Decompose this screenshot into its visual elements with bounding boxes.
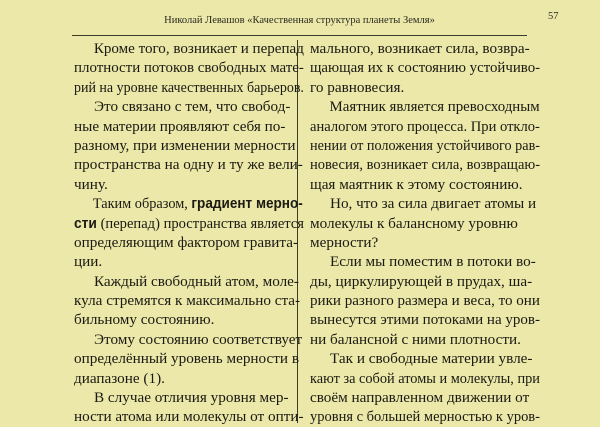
text-line: В случае отличия уровня мер- (94, 389, 289, 407)
text-line: Так и свободные материи увле- (330, 350, 533, 368)
text-segment: Таким образом, (92, 195, 188, 213)
text-line: ции. (74, 253, 103, 271)
header-rule (72, 35, 527, 36)
text-line: щающая их к состоянию устойчиво- (310, 59, 541, 77)
text-line: чину. (74, 175, 108, 193)
left-column (74, 39, 304, 427)
text-line: нении от положения устойчивого рав- (310, 136, 541, 154)
text-line: Если мы поместим в потоки во- (330, 253, 536, 271)
text-line: кула стремятся к максимально ста- (74, 292, 301, 310)
text-line: ды, циркулирующей в прудах, ша- (310, 272, 533, 290)
text-line: Кроме того, возникает и перепад (93, 40, 304, 57)
text-line: молекулы к балансному уровню (310, 214, 518, 232)
text-line: Маятник является превосходным (329, 98, 540, 116)
text-line: Этому состоянию соответствует (94, 330, 303, 348)
text-line: ни балансной с ними плотности. (310, 330, 521, 348)
text-line: новесия, возникает сила, возвращаю- (310, 156, 541, 174)
text-line: мерности? (310, 233, 379, 251)
header-title: Николай Левашов «Качественная структура планеты Земля» (164, 14, 435, 26)
text-line: диапазоне (1). (74, 369, 165, 387)
text-segment: (перепад) пространства является (100, 214, 305, 232)
running-header (72, 5, 527, 35)
text-line: ные материи проявляют себя по- (74, 117, 286, 135)
text-line: Каждый свободный атом, моле- (94, 272, 299, 290)
text-line: ности атома или молекулы от опти- (74, 408, 304, 426)
text-line: аналогом этого процесса. При откло- (310, 117, 540, 135)
text-line: Это связано с тем, что свобод- (94, 98, 291, 116)
right-column (310, 39, 540, 427)
text-line: рики разного размера и веса, то они (310, 292, 540, 310)
text-line: определённый уровень мерности в (74, 350, 300, 368)
emphasized-term: градиент мерно- (191, 196, 303, 213)
text-line: кают за собой атомы и молекулы, при (310, 369, 540, 387)
text-line: определяющим фактором гравита- (74, 233, 299, 251)
text-line: пространства на одну и ту же вели- (74, 156, 303, 174)
text-line: щая маятник к этому состоянию. (310, 175, 523, 193)
text-line: своём направленном движении от (310, 389, 530, 407)
text-line (74, 194, 303, 213)
text-line: го равновесия. (310, 78, 405, 96)
text-line: бильному состоянию. (74, 311, 215, 329)
text-line: вынесутся этими потоками на уров- (310, 311, 541, 329)
text-line: мального, возникает сила, возвра- (310, 40, 530, 57)
text-line: уровня с большей мерностью к уров- (310, 408, 540, 426)
text-line (74, 214, 305, 233)
page-number: 57 (548, 11, 559, 22)
text-line: рий на уровне качественных барьеров. (74, 78, 304, 96)
emphasized-term: сти (74, 215, 97, 232)
text-line: плотности потоков свободных матe- (74, 59, 304, 77)
text-line: Но, что за сила двигает атомы и (330, 195, 537, 213)
text-line: разному, при изменении мерности (74, 136, 296, 154)
